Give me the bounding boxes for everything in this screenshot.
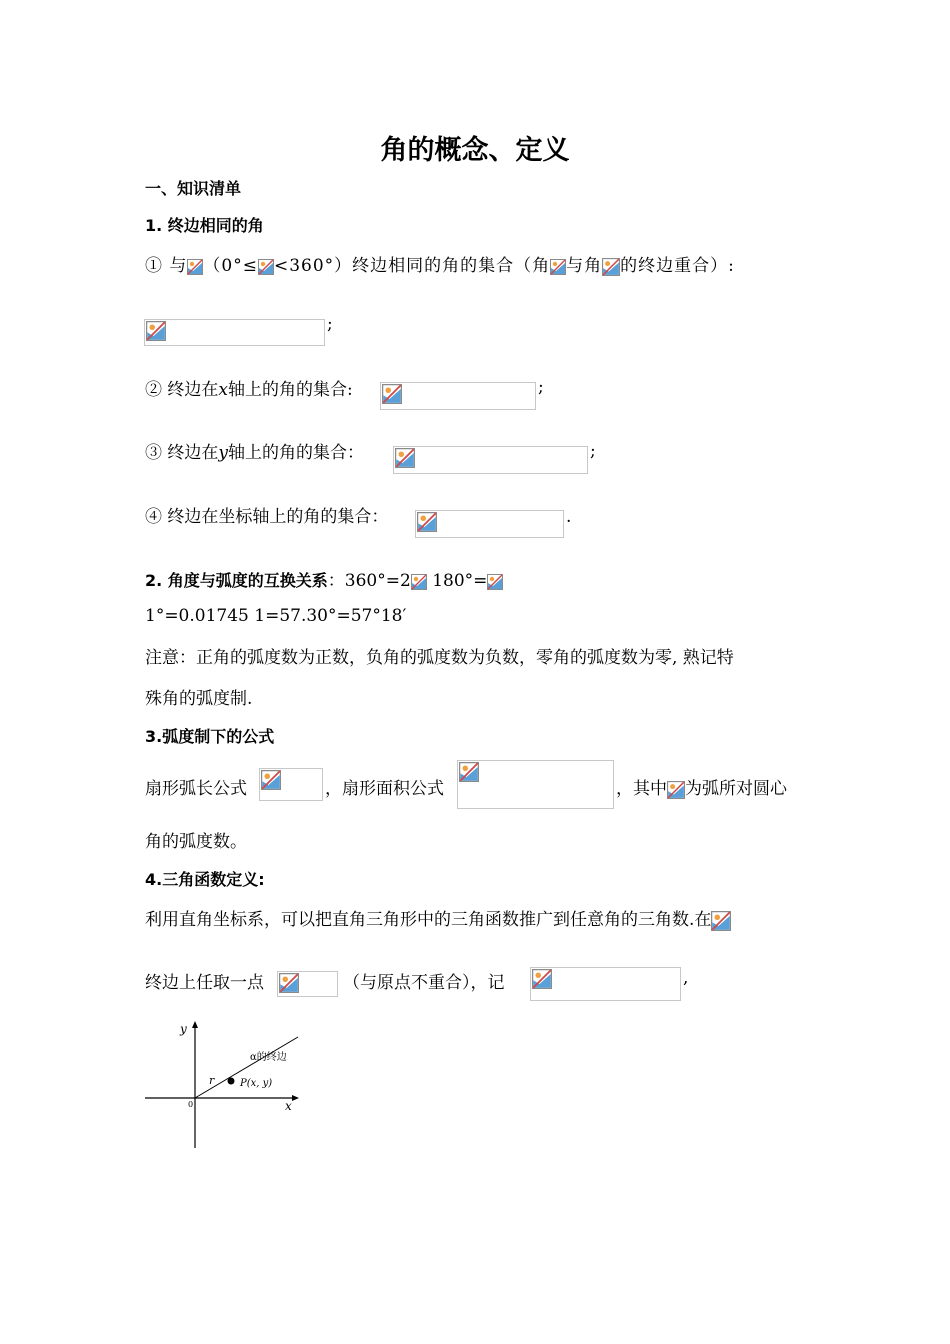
formula-image-icon <box>711 911 731 931</box>
item-4-text: ④ 终边在坐标轴上的角的集合： <box>145 507 389 527</box>
item-1-text: ① 与 （0°≤ <360°）终边相同的角的集合（角 与角 的终边重合）: <box>145 256 735 276</box>
note-line-2: 殊角的弧度制. <box>145 689 253 709</box>
origin-label: 0 <box>188 1100 194 1109</box>
punctuation: ; <box>327 314 333 334</box>
punctuation: , <box>683 968 689 988</box>
definition-line-2b: （与原点不重合），记 <box>343 973 505 993</box>
formula-image-icon <box>395 448 415 468</box>
formula-image-box <box>144 319 325 346</box>
formula-image-box <box>277 971 338 997</box>
punctuation: ; <box>590 441 596 461</box>
page-title: 角的概念、定义 <box>380 135 570 166</box>
formula-image-icon <box>532 969 552 989</box>
item-3-text: ③ 终边在y轴上的角的集合： <box>145 443 365 463</box>
formula-image-icon <box>411 574 427 590</box>
subsection-heading-4: 4.三角函数定义: <box>145 870 265 889</box>
formula-arc-label: 扇形弧长公式 <box>145 779 247 799</box>
x-axis-arrow-icon <box>292 1095 299 1101</box>
y-axis-arrow-icon <box>192 1021 198 1028</box>
formula-image-box <box>457 760 614 809</box>
item-2-text: ② 终边在x轴上的角的集合: <box>145 380 353 400</box>
formula-line-2: 角的弧度数。 <box>145 832 247 852</box>
formula-image-icon <box>261 770 281 790</box>
y-axis-label: y <box>180 1022 187 1036</box>
terminal-side-label: α的终边 <box>250 1052 287 1063</box>
formula-image-icon <box>146 321 166 341</box>
formula-image-box <box>259 768 323 801</box>
formula-image-icon <box>258 259 274 275</box>
subsection-heading-2: 2. 角度与弧度的互换关系：360°=2 180°= <box>145 566 503 591</box>
formula-image-icon <box>459 762 479 782</box>
formula-image-icon <box>279 973 299 993</box>
definition-line-1: 利用直角坐标系，可以把直角三角形中的三角函数推广到任意角的三角数.在 <box>145 905 731 931</box>
section-heading: 一、知识清单 <box>145 179 242 198</box>
formula-image-icon <box>667 781 685 799</box>
note-line-1: 注意：正角的弧度数为正数，负角的弧度数为负数，零角的弧度数为零, 熟记特 <box>145 648 734 668</box>
formula-image-icon <box>550 259 566 275</box>
point-label: P(x, y) <box>240 1078 273 1089</box>
radius-label: r <box>209 1074 215 1087</box>
formula-image-box <box>380 382 536 410</box>
formula-image-box <box>530 967 681 1001</box>
punctuation: ; <box>538 377 544 397</box>
formula-area-label: ，扇形面积公式 <box>325 779 444 799</box>
subsection-heading-3: 3.弧度制下的公式 <box>145 727 275 746</box>
definition-line-2a: 终边上任取一点 <box>145 973 264 993</box>
x-axis-label: x <box>285 1099 292 1113</box>
formula-where-text: ，其中 为弧所对圆心 <box>616 779 787 799</box>
formula-image-box <box>415 510 564 538</box>
formula-image-icon <box>602 258 620 276</box>
formula-image-icon <box>417 512 437 532</box>
formula-image-box <box>393 446 588 474</box>
subsection-heading-1: 1. 终边相同的角 <box>145 216 264 235</box>
degree-radian-line: 1°=0.01745 1=57.30°=57°18′ <box>145 606 407 626</box>
formula-image-icon <box>187 259 203 275</box>
formula-image-icon <box>382 384 402 404</box>
coordinate-figure <box>140 1018 310 1153</box>
point-p <box>228 1078 235 1085</box>
punctuation: . <box>566 507 572 527</box>
formula-image-icon <box>487 574 503 590</box>
